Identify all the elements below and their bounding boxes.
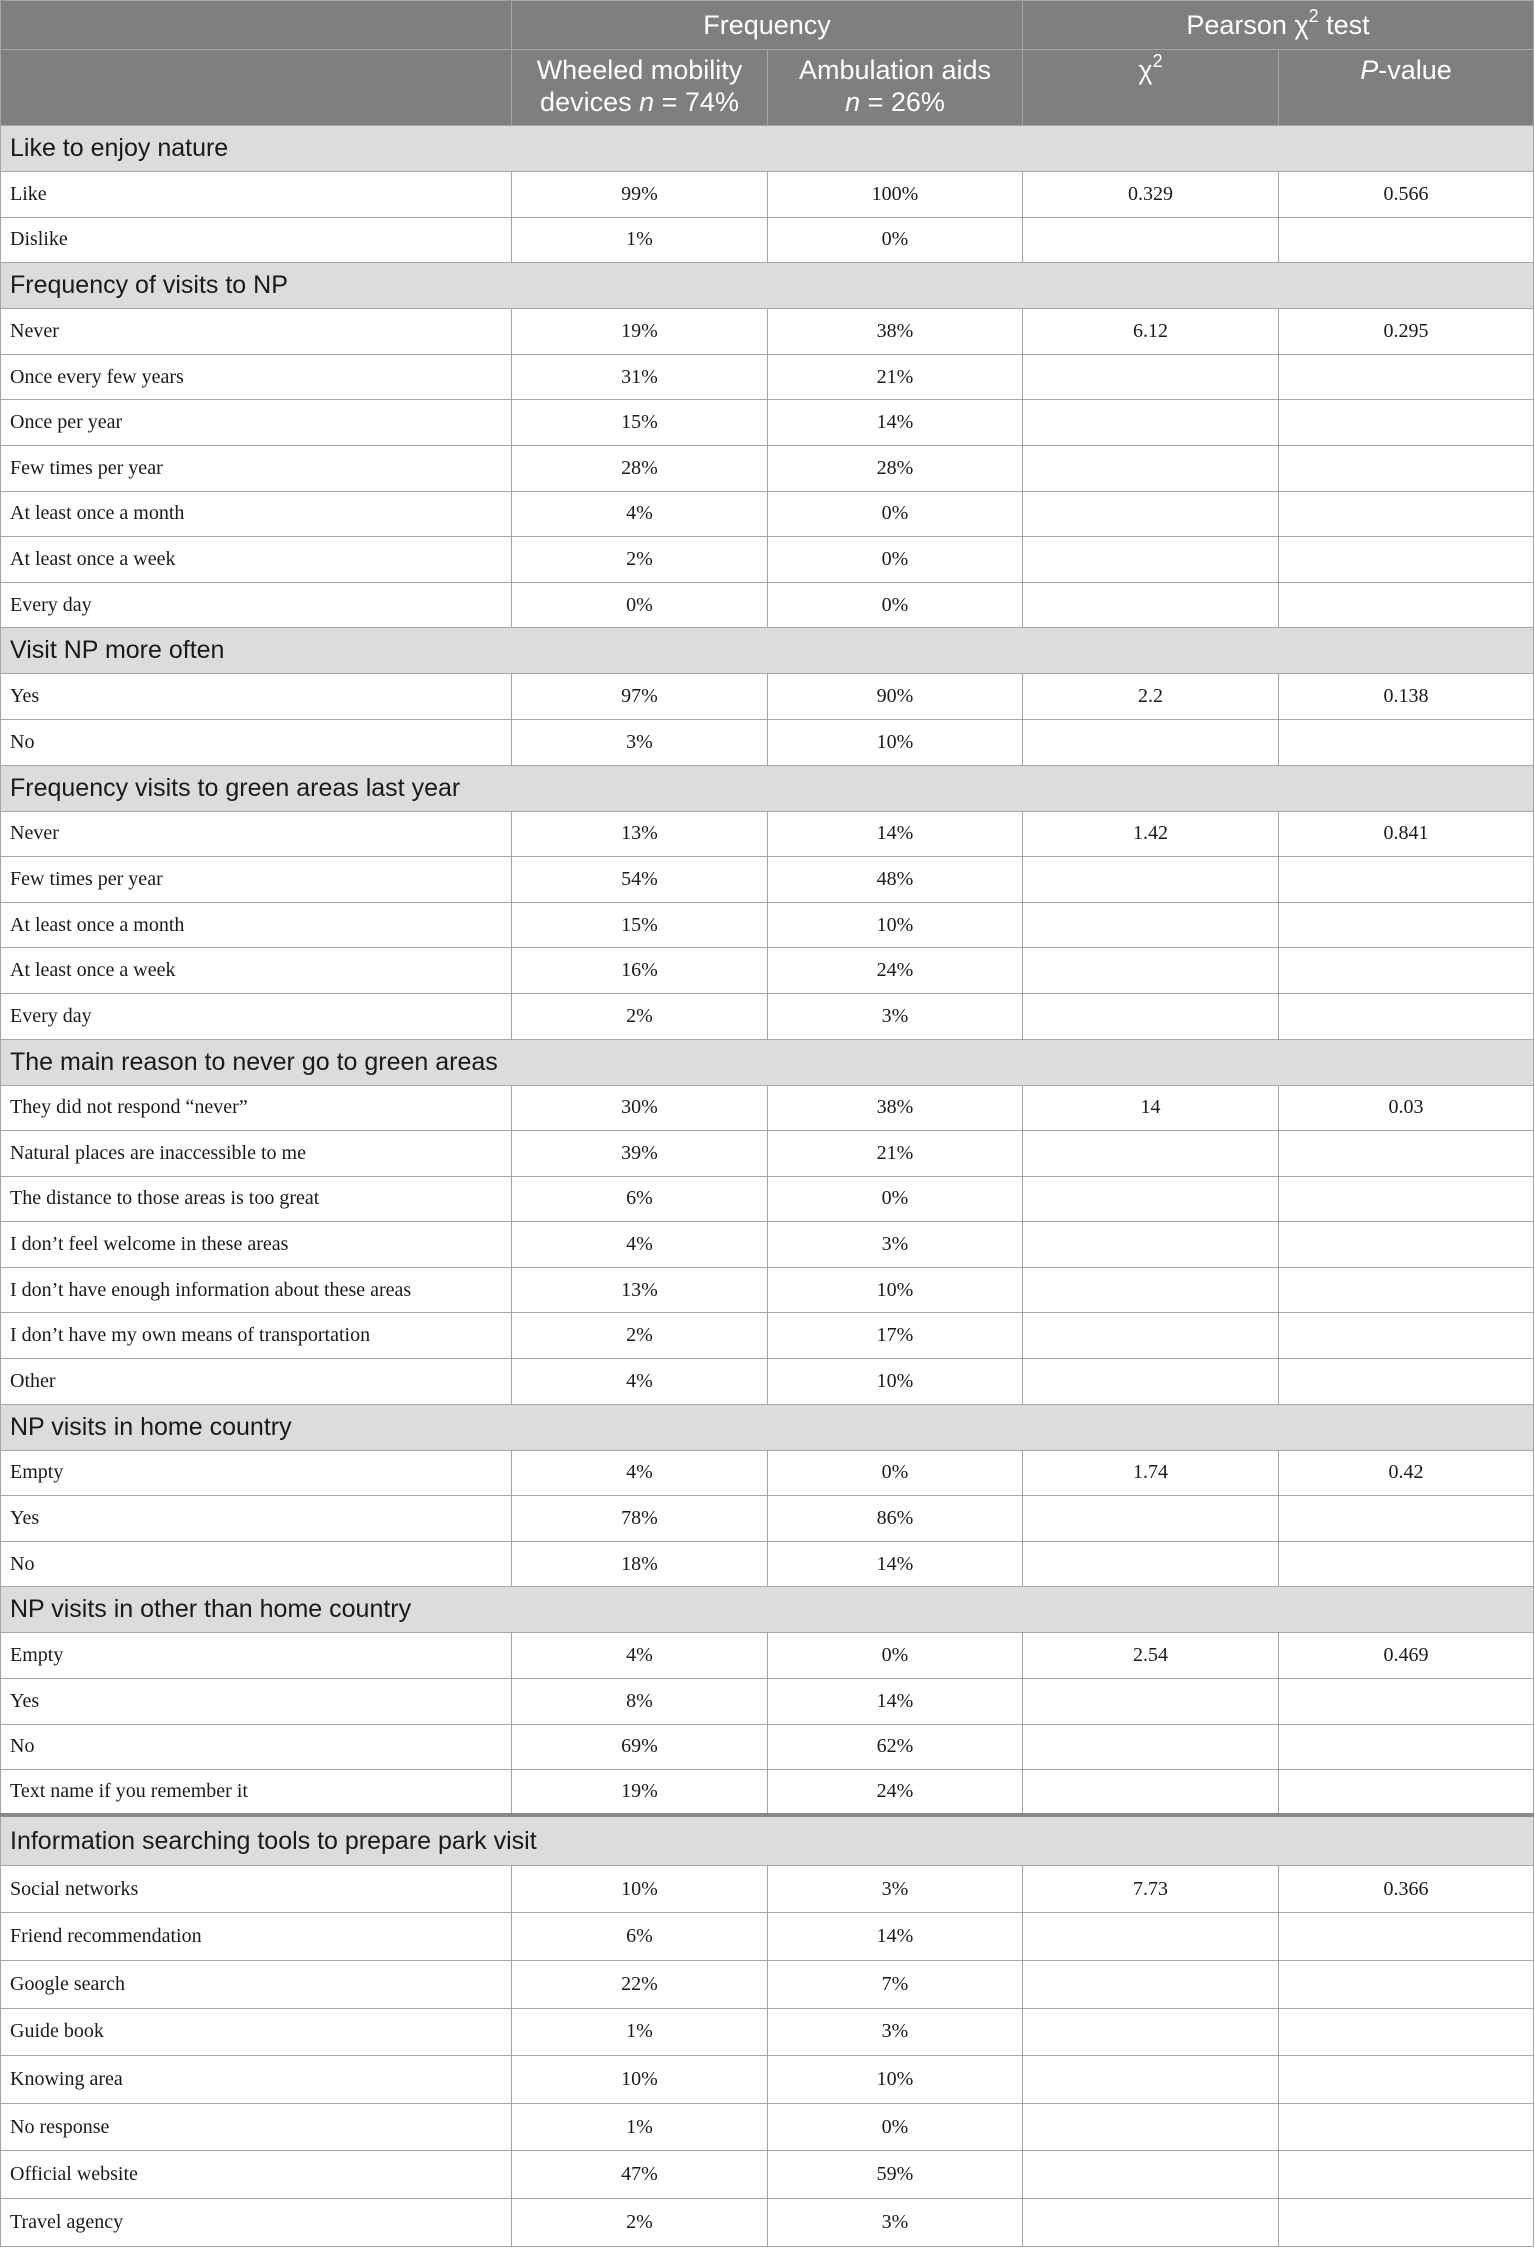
p-value <box>1279 1131 1534 1177</box>
table-row <box>1 1633 1534 1679</box>
chi2-value: 1.42 <box>1023 811 1279 857</box>
chi2-value <box>1023 719 1279 765</box>
ambulation-value: 14% <box>768 811 1023 857</box>
wheeled-value: 2% <box>512 1313 768 1359</box>
row-label: Never <box>1 811 512 857</box>
row-label: I don’t have enough information about these areas <box>1 1267 512 1313</box>
ambulation-value: 3% <box>768 993 1023 1039</box>
p-value <box>1279 2103 1534 2151</box>
wheeled-value: 47% <box>512 2151 768 2199</box>
row-label: Natural places are inaccessible to me <box>1 1131 512 1177</box>
ambulation-value: 0% <box>768 1176 1023 1222</box>
p-value <box>1279 902 1534 948</box>
row-label: Dislike <box>1 217 512 263</box>
ambulation-value: 24% <box>768 948 1023 994</box>
wheeled-value: 4% <box>512 491 768 537</box>
chi2-value <box>1023 1913 1279 1961</box>
header-chi-sup: 2 <box>1152 51 1163 71</box>
ambulation-value: 14% <box>768 1913 1023 1961</box>
wheeled-value: 4% <box>512 1359 768 1405</box>
chi2-value <box>1023 2151 1279 2199</box>
header-ambulation-n: n <box>845 87 861 117</box>
table-row <box>1 1222 1534 1268</box>
chi2-value <box>1023 445 1279 491</box>
chi2-value <box>1023 1496 1279 1542</box>
p-value <box>1279 2151 1534 2199</box>
section-title: NP visits in other than home country <box>1 1587 1534 1633</box>
p-value: 0.03 <box>1279 1085 1534 1131</box>
chi2-value <box>1023 1724 1279 1770</box>
ambulation-value: 0% <box>768 582 1023 628</box>
section-title: Visit NP more often <box>1 628 1534 674</box>
wheeled-value: 19% <box>512 309 768 355</box>
table-row <box>1 1450 1534 1496</box>
wheeled-value: 4% <box>512 1450 768 1496</box>
row-label: Yes <box>1 1496 512 1542</box>
wheeled-value: 28% <box>512 445 768 491</box>
p-value: 0.42 <box>1279 1450 1534 1496</box>
table-row <box>1 811 1534 857</box>
table-row <box>1 1085 1534 1131</box>
table-row <box>1 2198 1534 2246</box>
table-row <box>1 172 1534 218</box>
p-value: 0.138 <box>1279 674 1534 720</box>
table-row <box>1 309 1534 355</box>
header-empty-label <box>1 50 512 126</box>
chi2-value <box>1023 2056 1279 2104</box>
wheeled-value: 54% <box>512 857 768 903</box>
row-label: Every day <box>1 993 512 1039</box>
row-label: Guide book <box>1 2008 512 2056</box>
header-p-rest: -value <box>1378 55 1452 85</box>
ambulation-value: 3% <box>768 2198 1023 2246</box>
wheeled-value: 1% <box>512 2008 768 2056</box>
p-value <box>1279 1496 1534 1542</box>
p-value <box>1279 719 1534 765</box>
wheeled-value: 78% <box>512 1496 768 1542</box>
row-label: No response <box>1 2103 512 2151</box>
ambulation-value: 0% <box>768 217 1023 263</box>
table-row <box>1 537 1534 583</box>
row-label: Google search <box>1 1961 512 2009</box>
wheeled-value: 13% <box>512 1267 768 1313</box>
table-row <box>1 2103 1534 2151</box>
ambulation-value: 14% <box>768 1541 1023 1587</box>
row-label: Empty <box>1 1450 512 1496</box>
ambulation-value: 7% <box>768 1961 1023 2009</box>
chi2-value: 2.54 <box>1023 1633 1279 1679</box>
row-label: I don’t have my own means of transportation <box>1 1313 512 1359</box>
chi2-value <box>1023 400 1279 446</box>
row-label: Empty <box>1 1633 512 1679</box>
header-wheeled-pct: = 74% <box>654 87 739 117</box>
table-row <box>1 445 1534 491</box>
ambulation-value: 24% <box>768 1770 1023 1816</box>
table-row <box>1 1131 1534 1177</box>
wheeled-value: 31% <box>512 354 768 400</box>
row-label: No <box>1 1541 512 1587</box>
ambulation-value: 10% <box>768 1359 1023 1405</box>
chi2-value <box>1023 1679 1279 1725</box>
section-title: The main reason to never go to green areas <box>1 1039 1534 1085</box>
table-row <box>1 217 1534 263</box>
p-value <box>1279 1222 1534 1268</box>
table-row <box>1 719 1534 765</box>
chi2-value: 1.74 <box>1023 1450 1279 1496</box>
ambulation-value: 10% <box>768 2056 1023 2104</box>
header-wheeled-line2 <box>512 86 767 118</box>
header-ambulation <box>768 50 1023 126</box>
chi2-value <box>1023 1313 1279 1359</box>
p-value <box>1279 1724 1534 1770</box>
wheeled-value: 97% <box>512 674 768 720</box>
row-label: They did not respond “never” <box>1 1085 512 1131</box>
row-label: No <box>1 1724 512 1770</box>
wheeled-value: 6% <box>512 1913 768 1961</box>
header-empty-corner <box>1 1 512 50</box>
table-header <box>1 1 1534 126</box>
ambulation-value: 21% <box>768 354 1023 400</box>
table-row <box>1 1176 1534 1222</box>
chi2-value <box>1023 857 1279 903</box>
row-label: Few times per year <box>1 857 512 903</box>
table-row <box>1 400 1534 446</box>
section-title: Like to enjoy nature <box>1 126 1534 172</box>
header-wheeled-n: n <box>639 87 655 117</box>
row-label: Once per year <box>1 400 512 446</box>
wheeled-value: 39% <box>512 1131 768 1177</box>
table-row <box>1 674 1534 720</box>
p-value <box>1279 857 1534 903</box>
chi2-value: 6.12 <box>1023 309 1279 355</box>
row-label: Text name if you remember it <box>1 1770 512 1816</box>
p-value <box>1279 2198 1534 2246</box>
table-row <box>1 1724 1534 1770</box>
chi2-value <box>1023 537 1279 583</box>
section-header-row <box>1 628 1534 674</box>
table-row <box>1 902 1534 948</box>
row-label: Yes <box>1 674 512 720</box>
section-title: Frequency visits to green areas last year <box>1 765 1534 811</box>
table-row <box>1 1913 1534 1961</box>
table-row <box>1 582 1534 628</box>
wheeled-value: 15% <box>512 902 768 948</box>
p-value <box>1279 537 1534 583</box>
header-p-italic: P <box>1360 55 1379 85</box>
ambulation-value: 0% <box>768 491 1023 537</box>
table-row <box>1 1313 1534 1359</box>
chi2-value <box>1023 1267 1279 1313</box>
chi2-value <box>1023 993 1279 1039</box>
p-value <box>1279 400 1534 446</box>
chi2-value <box>1023 948 1279 994</box>
header-wheeled-prefix: devices <box>540 87 640 117</box>
p-value: 0.366 <box>1279 1865 1534 1913</box>
wheeled-value: 4% <box>512 1222 768 1268</box>
section-title: Information searching tools to prepare park visit <box>1 1815 1534 1865</box>
ambulation-value: 10% <box>768 902 1023 948</box>
chi2-value: 7.73 <box>1023 1865 1279 1913</box>
chi2-value: 2.2 <box>1023 674 1279 720</box>
table-row <box>1 354 1534 400</box>
table-row <box>1 1541 1534 1587</box>
ambulation-value: 10% <box>768 719 1023 765</box>
section-header-row <box>1 1404 1534 1450</box>
chi2-value <box>1023 2198 1279 2246</box>
row-label: Other <box>1 1359 512 1405</box>
row-label: Travel agency <box>1 2198 512 2246</box>
row-label: The distance to those areas is too great <box>1 1176 512 1222</box>
table-row <box>1 1496 1534 1542</box>
row-label: Like <box>1 172 512 218</box>
wheeled-value: 30% <box>512 1085 768 1131</box>
wheeled-value: 16% <box>512 948 768 994</box>
chi2-value <box>1023 2008 1279 2056</box>
ambulation-value: 3% <box>768 1865 1023 1913</box>
wheeled-value: 6% <box>512 1176 768 1222</box>
table-row <box>1 1359 1534 1405</box>
ambulation-value: 21% <box>768 1131 1023 1177</box>
wheeled-value: 1% <box>512 217 768 263</box>
table-row <box>1 1770 1534 1816</box>
wheeled-value: 0% <box>512 582 768 628</box>
header-frequency: Frequency <box>512 1 1023 50</box>
section-header-row <box>1 765 1534 811</box>
row-label: At least once a week <box>1 948 512 994</box>
row-label: No <box>1 719 512 765</box>
ambulation-value: 10% <box>768 1267 1023 1313</box>
header-pvalue <box>1279 50 1534 126</box>
ambulation-value: 90% <box>768 674 1023 720</box>
chi2-value <box>1023 1770 1279 1816</box>
ambulation-value: 3% <box>768 2008 1023 2056</box>
section-header-row <box>1 126 1534 172</box>
row-label: Social networks <box>1 1865 512 1913</box>
p-value <box>1279 1176 1534 1222</box>
chi2-value: 0.329 <box>1023 172 1279 218</box>
wheeled-value: 22% <box>512 1961 768 2009</box>
p-value <box>1279 993 1534 1039</box>
row-label: Few times per year <box>1 445 512 491</box>
p-value <box>1279 1313 1534 1359</box>
p-value <box>1279 1913 1534 1961</box>
chi2-value <box>1023 1541 1279 1587</box>
chi2-value <box>1023 1222 1279 1268</box>
row-label: Knowing area <box>1 2056 512 2104</box>
p-value <box>1279 1961 1534 2009</box>
ambulation-value: 14% <box>768 1679 1023 1725</box>
chi2-value <box>1023 1359 1279 1405</box>
section-title: NP visits in home country <box>1 1404 1534 1450</box>
wheeled-value: 15% <box>512 400 768 446</box>
wheeled-value: 8% <box>512 1679 768 1725</box>
p-value <box>1279 217 1534 263</box>
ambulation-value: 86% <box>768 1496 1023 1542</box>
ambulation-value: 62% <box>768 1724 1023 1770</box>
section-header-row <box>1 263 1534 309</box>
header-chi2 <box>1023 50 1279 126</box>
p-value <box>1279 354 1534 400</box>
p-value <box>1279 948 1534 994</box>
wheeled-value: 19% <box>512 1770 768 1816</box>
section-title: Frequency of visits to NP <box>1 263 1534 309</box>
header-ambulation-line2 <box>768 86 1022 118</box>
row-label: Never <box>1 309 512 355</box>
wheeled-value: 1% <box>512 2103 768 2151</box>
header-pearson-suffix: test <box>1318 10 1370 40</box>
chi2-value <box>1023 2103 1279 2151</box>
wheeled-value: 69% <box>512 1724 768 1770</box>
header-wheeled <box>512 50 768 126</box>
p-value: 0.566 <box>1279 172 1534 218</box>
chi2-value <box>1023 902 1279 948</box>
wheeled-value: 18% <box>512 1541 768 1587</box>
ambulation-value: 59% <box>768 2151 1023 2199</box>
wheeled-value: 99% <box>512 172 768 218</box>
row-label: I don’t feel welcome in these areas <box>1 1222 512 1268</box>
p-value <box>1279 1770 1534 1816</box>
header-wheeled-line1: Wheeled mobility <box>536 55 743 85</box>
table-row <box>1 1865 1534 1913</box>
chi2-value <box>1023 582 1279 628</box>
ambulation-value: 17% <box>768 1313 1023 1359</box>
chi2-value <box>1023 491 1279 537</box>
chi2-value <box>1023 1176 1279 1222</box>
wheeled-value: 10% <box>512 2056 768 2104</box>
wheeled-value: 2% <box>512 537 768 583</box>
p-value <box>1279 2056 1534 2104</box>
ambulation-value: 0% <box>768 1633 1023 1679</box>
wheeled-value: 3% <box>512 719 768 765</box>
p-value <box>1279 1267 1534 1313</box>
ambulation-value: 3% <box>768 1222 1023 1268</box>
ambulation-value: 28% <box>768 445 1023 491</box>
row-label: Once every few years <box>1 354 512 400</box>
header-pearson-sup: 2 <box>1308 6 1319 26</box>
section-header-row <box>1 1039 1534 1085</box>
p-value: 0.841 <box>1279 811 1534 857</box>
chi2-value <box>1023 354 1279 400</box>
p-value <box>1279 1359 1534 1405</box>
ambulation-value: 0% <box>768 2103 1023 2151</box>
row-label: At least once a month <box>1 491 512 537</box>
table-row <box>1 2008 1534 2056</box>
ambulation-value: 38% <box>768 309 1023 355</box>
table-row <box>1 948 1534 994</box>
header-ambulation-pct: = 26% <box>860 87 945 117</box>
chi2-value <box>1023 217 1279 263</box>
p-value <box>1279 1679 1534 1725</box>
row-label: Every day <box>1 582 512 628</box>
row-label: At least once a month <box>1 902 512 948</box>
row-label: At least once a week <box>1 537 512 583</box>
chi2-value: 14 <box>1023 1085 1279 1131</box>
ambulation-value: 14% <box>768 400 1023 446</box>
wheeled-value: 13% <box>512 811 768 857</box>
ambulation-value: 0% <box>768 537 1023 583</box>
table-row <box>1 2151 1534 2199</box>
wheeled-value: 2% <box>512 993 768 1039</box>
p-value: 0.295 <box>1279 309 1534 355</box>
chi2-value <box>1023 1131 1279 1177</box>
row-label: Friend recommendation <box>1 1913 512 1961</box>
table-row <box>1 491 1534 537</box>
header-chi-symbol: χ <box>1138 55 1153 85</box>
table-row <box>1 857 1534 903</box>
row-label: Yes <box>1 1679 512 1725</box>
header-pearson <box>1023 1 1534 50</box>
wheeled-value: 2% <box>512 2198 768 2246</box>
p-value <box>1279 491 1534 537</box>
p-value <box>1279 2008 1534 2056</box>
section-header-row <box>1 1815 1534 1865</box>
p-value <box>1279 1541 1534 1587</box>
header-pearson-text: Pearson χ <box>1186 10 1309 40</box>
table-row <box>1 2056 1534 2104</box>
wheeled-value: 10% <box>512 1865 768 1913</box>
table-body <box>1 126 1534 2247</box>
ambulation-value: 0% <box>768 1450 1023 1496</box>
row-label: Official website <box>1 2151 512 2199</box>
ambulation-value: 100% <box>768 172 1023 218</box>
section-header-row <box>1 1587 1534 1633</box>
table-row <box>1 1679 1534 1725</box>
table-row <box>1 1961 1534 2009</box>
header-ambulation-line1: Ambulation aids <box>798 55 992 85</box>
ambulation-value: 38% <box>768 1085 1023 1131</box>
p-value <box>1279 582 1534 628</box>
table-row <box>1 993 1534 1039</box>
wheeled-value: 4% <box>512 1633 768 1679</box>
ambulation-value: 48% <box>768 857 1023 903</box>
p-value: 0.469 <box>1279 1633 1534 1679</box>
chi2-value <box>1023 1961 1279 2009</box>
p-value <box>1279 445 1534 491</box>
table-row <box>1 1267 1534 1313</box>
